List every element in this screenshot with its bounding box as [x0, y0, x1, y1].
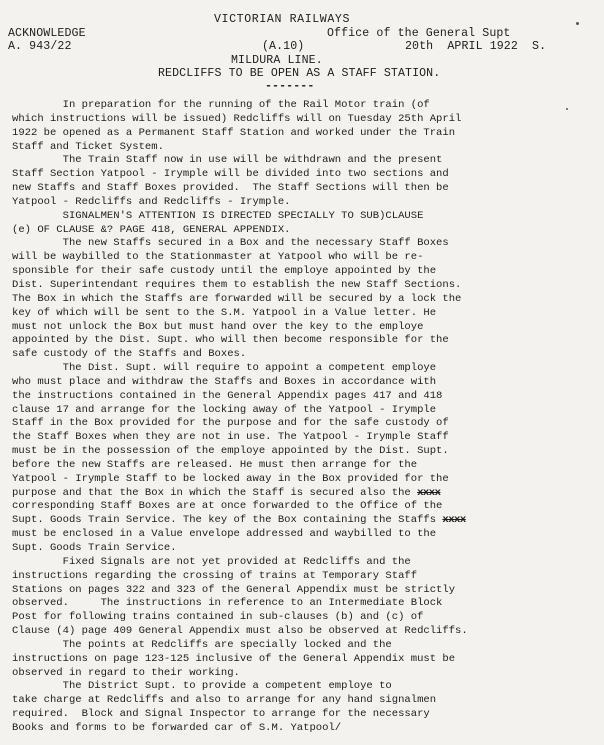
body-line: The points at Redcliffs are specially locked and the [12, 638, 392, 651]
circular-body [12, 99, 602, 736]
body-line: Post for following trains contained in sub-clauses (b) and (c) of [12, 611, 424, 624]
body-line: will be waybilled to the Stationmaster at Yatpool who will be re- [12, 251, 424, 264]
body-line: Staff in the Box provided for the purpose and for the safe custody of [12, 417, 449, 430]
org-heading: VICTORIAN RAILWAYS [214, 13, 351, 26]
circular-number: (A.10) [262, 40, 305, 53]
body-line: which instructions will be issued) Redcliffs will on Tuesday 25th April [12, 112, 462, 125]
body-line: Dist. Superintendant requires them to establish the new Staff Sections. [12, 278, 462, 291]
body-line: the Staff Boxes when they are not in use. The Yatpool - Irymple Staff [12, 431, 449, 444]
body-line-text: Supt. Goods Train Service. The key of the Box containing the Staffs [12, 514, 443, 527]
body-line: appointed by the Dist. Supt. who will then become responsible for the [12, 334, 449, 347]
circular-date: 20th APRIL 1922 S. [405, 40, 547, 53]
body-line: Supt. Goods Train Service. [12, 542, 177, 554]
body-line: required. Block and Signal Inspector to arrange for the necessary [12, 708, 430, 721]
body-line: the instructions contained in the General Appendix pages 417 and 418 [12, 389, 443, 402]
heading-rule: ------- [265, 80, 315, 93]
body-line: observed. The instructions in reference to an Intermediate Block [12, 597, 443, 610]
body-line: Yatpool - Irymple Staff to be locked away in the Box provided for the [12, 472, 449, 485]
acknowledge-label: ACKNOWLEDGE [8, 27, 86, 40]
body-line: Clause (4) page 409 General Appendix must also be observed at Redcliffs. [12, 625, 468, 638]
body-line: SIGNALMEN'S ATTENTION IS DIRECTED SPECIALLY TO SUB)CLAUSE [12, 209, 424, 222]
body-line: who must place and withdraw the Staffs and Boxes in accordance with [12, 375, 437, 388]
body-line-with-strikeout [12, 487, 602, 501]
body-line: new Staffs and Staff Boxes provided. The Staff Sections will then be [12, 182, 449, 195]
body-line: Staff Section Yatpool - Irymple will be divided into two sections and [12, 168, 449, 181]
body-line: In preparation for the running of the Rail Motor train (of [12, 99, 430, 111]
body-line: observed in regard to their working. [12, 666, 240, 679]
body-line: The Dist. Supt. will require to appoint a competent employe [12, 362, 437, 375]
body-line: sponsible for their safe custody until the employe appointed by the [12, 265, 437, 278]
body-line: The Train Staff now in use will be withdrawn and the present [12, 154, 443, 167]
body-line: before the new Staffs are released. He must then arrange for the [12, 458, 418, 471]
struck-out-text: xxxx [442, 514, 466, 527]
body-line: Fixed Signals are not yet provided at Redcliffs and the [12, 555, 411, 568]
body-line: must be in the possession of the employe appointed by the Dist. Supt. [12, 445, 449, 458]
body-line: instructions on page 123-125 inclusive of the General Appendix must be [12, 652, 456, 665]
subject-heading: REDCLIFFS TO BE OPEN AS A STAFF STATION. [158, 67, 441, 80]
body-line: (e) OF CLAUSE &? PAGE 418, GENERAL APPENDIX. [12, 223, 291, 236]
office-name: Office of the General Supt [327, 27, 511, 40]
paper-speck [576, 22, 579, 25]
acknowledge-reference: A. 943/22 [8, 40, 72, 53]
body-line-text: purpose and that the Box in which the Staff is secured also the [12, 486, 418, 499]
body-line: Stations on pages 322 and 323 of the General Appendix must be strictly [12, 583, 456, 596]
body-line: must not unlock the Box but must hand over the key to the employe [12, 320, 424, 333]
body-line: corresponding Staff Boxes are at once forwarded to the Office of the [12, 500, 443, 513]
body-line: The new Staffs secured in a Box and the necessary Staff Boxes [12, 237, 449, 250]
body-line: take charge at Redcliffs and also to arrange for any hand signalmen [12, 694, 437, 707]
body-line: 1922 be opened as a Permanent Staff Station and worked under the Train [12, 126, 456, 139]
body-line: The Box in which the Staffs are forwarded will be secured by a lock the [12, 292, 462, 305]
body-line: Books and forms to be forwarded car of S.M. Yatpool/ [12, 721, 342, 734]
paper-speck [566, 108, 568, 110]
body-line: must be enclosed in a Value envelope addressed and waybilled to the [12, 528, 437, 541]
body-line: Staff and Ticket System. [12, 140, 164, 153]
line-heading: MILDURA LINE. [231, 54, 323, 67]
body-line: key of which will be sent to the S.M. Yatpool in a Value letter. He [12, 306, 437, 319]
body-line: safe custody of the Staffs and Boxes. [12, 348, 247, 361]
body-line: clause 17 and arrange for the locking away of the Yatpool - Irymple [12, 403, 437, 416]
struck-out-text: xxxx [417, 486, 441, 499]
body-line-with-strikeout [12, 514, 602, 528]
body-line: Yatpool - Redcliffs and Redcliffs - Irymple. [12, 195, 291, 208]
body-line: The District Supt. to provide a competent employe to [12, 680, 392, 693]
body-line: instructions regarding the crossing of trains at Temporary Staff [12, 569, 418, 582]
